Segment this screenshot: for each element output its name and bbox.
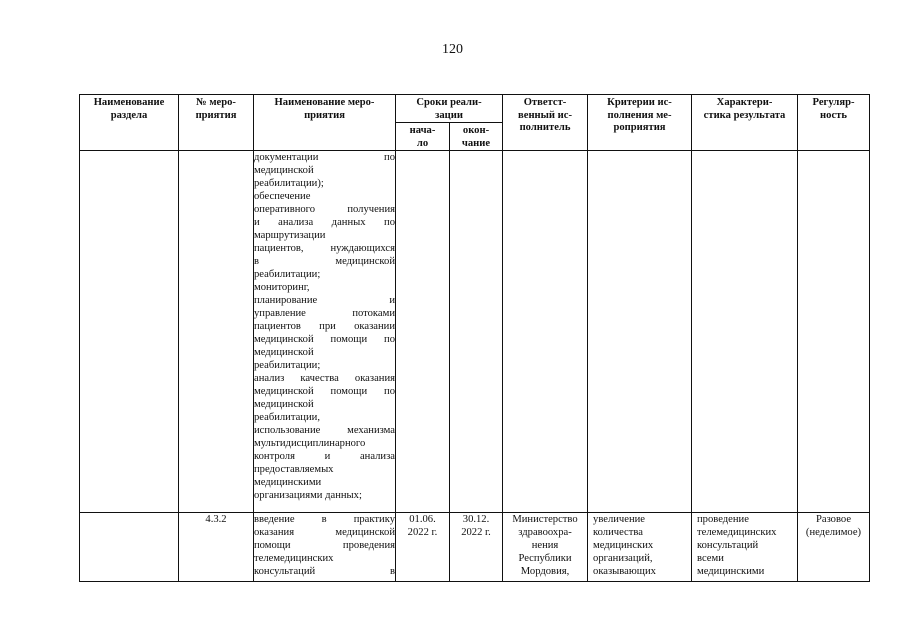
page-number: 120 (442, 42, 463, 57)
header-result: Характери- стика результата (692, 95, 798, 151)
row1-regularity (798, 151, 870, 513)
row2-result: проведение телемедицинских консультаций всеми медицинскими (692, 513, 798, 582)
table-row (80, 151, 870, 513)
header-criteria: Критерии ис- полнения ме- роприятия (588, 95, 692, 151)
row1-number (179, 151, 254, 513)
header-regularity: Регуляр- ность (798, 95, 870, 151)
header-end: окон- чание (450, 123, 503, 151)
row2-section (80, 513, 179, 582)
row2-number: 4.3.2 (179, 513, 254, 582)
row1-name: документации по медицинской реабилитации); обеспечение оперативного получения и анализа данных по маршрутизации пациентов, нуждающихся в медицинской реабилитации; мониторинг, планирование и управление потоками пациентов при оказании медицинской помощи по медицинской реабилитации; анализ качества оказания медицинской помощи по медицинской реабилитации, использование механизма мультидисциплинарного контроля и анализа предоставляемых медицинскими организациями данных; (254, 151, 396, 513)
row1-criteria (588, 151, 692, 513)
row2-end: 30.12. 2022 г. (450, 513, 503, 582)
header-name: Наименование меро- приятия (254, 95, 396, 151)
row2-start: 01.06. 2022 г. (396, 513, 450, 582)
row1-section (80, 151, 179, 513)
header-responsible: Ответст- венный ис- полнитель (503, 95, 588, 151)
header-section: Наименование раздела (80, 95, 179, 151)
row1-result (692, 151, 798, 513)
row1-responsible (503, 151, 588, 513)
row2-criteria: увеличение количества медицинских организаций, оказывающих (588, 513, 692, 582)
row2-regularity: Разовое (неделимое) (798, 513, 870, 582)
header-terms: Сроки реали- зации (396, 95, 503, 123)
row2-name: введение в практику оказания медицинской помощи проведения телемедицинских консультаций в (254, 513, 396, 582)
measures-table (79, 94, 870, 582)
header-start: нача- ло (396, 123, 450, 151)
header-number: № меро- приятия (179, 95, 254, 151)
row1-end (450, 151, 503, 513)
row2-responsible: Министерство здравоохра- нения Республики Мордовия, (503, 513, 588, 582)
table-row (80, 513, 870, 582)
row1-start (396, 151, 450, 513)
